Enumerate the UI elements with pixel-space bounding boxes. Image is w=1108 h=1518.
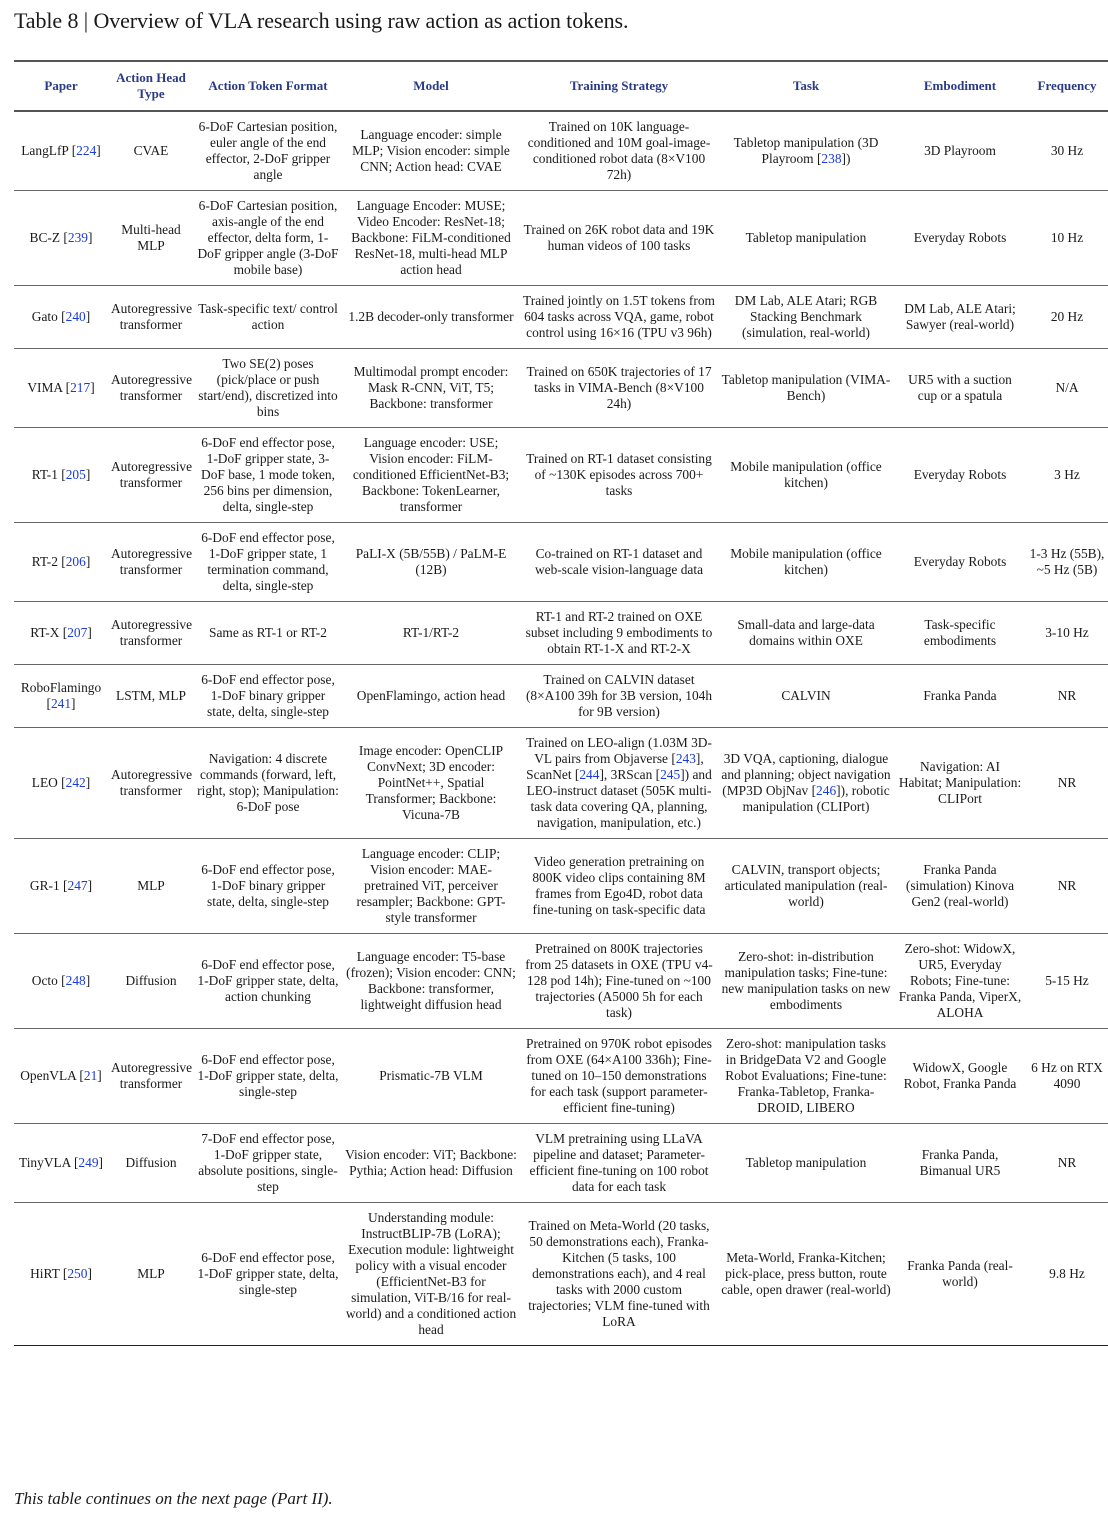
cell-action-token-format: Task-specific text/ control action [198, 301, 338, 332]
paper-name: Gato [31, 309, 58, 324]
cell-training-strategy: Pretrained on 970K robot episodes from OXE (64×A100 336h); Fine-tuned on 10–150 demonstrations for each task (support parameter-efficient fine-tuning) [526, 1036, 712, 1115]
table-row [14, 934, 1108, 1029]
cell-action-token-format: 6-DoF end effector pose, 1-DoF binary gripper state, delta, single-step [201, 862, 335, 909]
header-frequency: Frequency [1037, 78, 1097, 93]
cell-action-head-type: Autoregressive transformer [111, 459, 193, 490]
cell-paper: Gato [240] [31, 309, 91, 324]
cell-training-strategy: Pretrained on 800K trajectories from 25 datasets in OXE (TPU v4-128 pod 14h); Fine-tuned on ~100 trajectories (A5000 5h for each task) [525, 941, 713, 1020]
cell-action-token-format: 6-DoF end effector pose, 1-DoF gripper state, delta, action chunking [197, 957, 339, 1004]
cell-frequency: 3 Hz [1054, 467, 1080, 482]
cell-frequency: NR [1057, 688, 1077, 703]
table-row [14, 523, 1108, 602]
citation-link[interactable]: 21 [83, 1068, 98, 1083]
cell-embodiment: Everyday Robots [913, 230, 1007, 245]
cell-training-strategy: Co-trained on RT-1 dataset and web-scale vision-language data [534, 546, 704, 577]
cell-action-token-format: 6-DoF end effector pose, 1-DoF gripper state, delta, single-step [197, 1250, 339, 1297]
header-model: Model [413, 78, 449, 93]
cell-frequency: 20 Hz [1050, 309, 1084, 324]
cell-embodiment: Everyday Robots [913, 554, 1007, 569]
cell-training-strategy: Trained on 10K language-conditioned and 10M goal-image-conditioned robot data (8×V100 72h) [527, 119, 711, 182]
cell-paper: OpenVLA [21] [20, 1068, 102, 1083]
cell-task: 3D VQA, captioning, dialogue and planning; object navigation (MP3D ObjNav [246]), robotic manipulation (CLIPort) [721, 751, 891, 814]
header-task: Task [792, 78, 820, 93]
cell-frequency: NR [1057, 1155, 1077, 1170]
cell-paper: TinyVLA [249] [19, 1155, 103, 1170]
cell-action-token-format: Same as RT-1 or RT-2 [209, 625, 327, 640]
citation-link[interactable]: 248 [65, 973, 86, 988]
cell-model: Language encoder: simple MLP; Vision encoder: simple CNN; Action head: CVAE [352, 127, 510, 174]
cell-model: Language encoder: CLIP; Vision encoder: MAE-pretrained ViT, perceiver resampler; Backbone: GPT-style transformer [356, 846, 506, 925]
cell-paper: RT-2 [206] [31, 554, 91, 569]
cell-model: Language encoder: T5-base (frozen); Vision encoder: CNN; Backbone: transformer, lightweight diffusion head [346, 949, 516, 1012]
table-row [14, 665, 1108, 728]
table-caption: Table 8 | Overview of VLA research using raw action as action tokens. [14, 8, 629, 33]
cell-training-strategy: Trained on 26K robot data and 19K human videos of 100 tasks [523, 222, 715, 253]
cell-training-strategy: VLM pretraining using LLaVA pipeline and dataset; Parameter-efficient fine-tuning on 100 robot data for each task [529, 1131, 709, 1194]
table-row [14, 839, 1108, 934]
citation-link[interactable]: 245 [660, 767, 681, 782]
citation-link[interactable]: 240 [65, 309, 86, 324]
table-row [14, 428, 1108, 523]
citation-link[interactable]: 242 [65, 775, 86, 790]
header-embodiment: Embodiment [923, 78, 997, 93]
cell-paper: RT-1 [205] [31, 467, 91, 482]
cell-task: CALVIN [781, 688, 831, 703]
cell-training-strategy: Trained jointly on 1.5T tokens from 604 tasks across VQA, game, robot control using 16×16 (TPU v3 96h) [523, 293, 715, 340]
cell-embodiment: Navigation: AI Habitat; Manipulation: CLIPort [898, 759, 1022, 806]
cell-action-head-type: MLP [137, 878, 165, 893]
cell-training-strategy: Trained on Meta-World (20 tasks, 50 demonstrations each), Franka-Kitchen (5 tasks, 100 demonstrations each), and 4 real tasks with 2000 custom trajectories; VLM fine-tuned with LoRA [528, 1218, 710, 1329]
cell-paper: LEO [242] [31, 775, 91, 790]
cell-embodiment: WidowX, Google Robot, Franka Panda [903, 1060, 1017, 1091]
header-paper: Paper [44, 78, 78, 93]
cell-action-head-type: Diffusion [125, 1155, 177, 1170]
cell-embodiment: Franka Panda (simulation) Kinova Gen2 (real-world) [905, 862, 1015, 909]
citation-link[interactable]: 241 [50, 696, 72, 711]
paper-name: RT-2 [31, 554, 58, 569]
cell-task: Zero-shot: manipulation tasks in BridgeData V2 and Google Robot Evaluations; Fine-tune: Franka-Tabletop, Franka-DROID, LIBERO [725, 1036, 887, 1115]
cell-action-token-format: 7-DoF end effector pose, 1-DoF gripper state, absolute positions, single-step [198, 1131, 338, 1194]
table-row [14, 728, 1108, 839]
table-row [14, 1029, 1108, 1124]
cell-frequency: 1-3 Hz (55B), ~5 Hz (5B) [1029, 546, 1105, 577]
cell-training-strategy: Trained on CALVIN dataset (8×A100 39h for 3B version, 104h for 9B version) [525, 672, 713, 719]
cell-paper: VIMA [217] [27, 380, 95, 395]
cell-model: Multimodal prompt encoder: Mask R-CNN, ViT, T5; Backbone: transformer [353, 364, 509, 411]
cell-model: Vision encoder: ViT; Backbone: Pythia; Action head: Diffusion [345, 1147, 517, 1178]
cell-action-head-type: Diffusion [125, 973, 177, 988]
header-action-head-type: Action Head Type [116, 70, 186, 101]
cell-model: Image encoder: OpenCLIP ConvNext; 3D encoder: PointNet++, Spatial Transformer; Backbone: Vicuna-7B [358, 743, 504, 822]
cell-embodiment: Franka Panda, Bimanual UR5 [919, 1147, 1001, 1178]
paper-name: HiRT [30, 1266, 60, 1281]
table-row [14, 191, 1108, 286]
paper-name: TinyVLA [19, 1155, 71, 1170]
cell-paper: BC-Z [239] [29, 230, 93, 245]
table-row [14, 1124, 1108, 1203]
cell-action-token-format: Navigation: 4 discrete commands (forward, left, right, stop); Manipulation: 6-DoF pose [197, 751, 339, 814]
cell-paper: RoboFlamingo [241] [20, 680, 102, 711]
paper-name: BC-Z [29, 230, 61, 245]
cell-model: 1.2B decoder-only transformer [348, 309, 514, 324]
cell-frequency: 9.8 Hz [1049, 1266, 1085, 1281]
citation-link[interactable]: 239 [67, 230, 88, 245]
cell-action-head-type: Autoregressive transformer [111, 1060, 193, 1091]
cell-task: Small-data and large-data domains within OXE [737, 617, 875, 648]
table-row [14, 349, 1108, 428]
citation-link[interactable]: 206 [65, 554, 86, 569]
cell-training-strategy: Trained on RT-1 dataset consisting of ~130K episodes across 700+ tasks [526, 451, 712, 498]
cell-frequency: N/A [1055, 380, 1079, 395]
cell-training-strategy: RT-1 and RT-2 trained on OXE subset including 9 embodiments to obtain RT-1-X and RT-2-X [525, 609, 713, 656]
cell-task: Meta-World, Franka-Kitchen; pick-place, press button, route cable, open drawer (real-world) [721, 1250, 891, 1297]
paper-name: RT-1 [31, 467, 58, 482]
cell-action-head-type: Autoregressive transformer [111, 546, 193, 577]
cell-task: Tabletop manipulation [745, 1155, 867, 1170]
paper-name: RoboFlamingo [20, 680, 102, 695]
cell-embodiment: DM Lab, ALE Atari; Sawyer (real-world) [904, 301, 1016, 332]
cell-model: Prismatic-7B VLM [379, 1068, 483, 1083]
cell-action-head-type: Autoregressive transformer [111, 372, 193, 403]
table-row [14, 286, 1108, 349]
citation-link[interactable]: 243 [675, 751, 696, 766]
cell-task: Mobile manipulation (office kitchen) [730, 546, 882, 577]
paper-name: Octo [31, 973, 58, 988]
cell-action-token-format: 6-DoF end effector pose, 1-DoF gripper state, delta, single-step [197, 1052, 339, 1099]
header-action-token-format: Action Token Format [208, 78, 328, 93]
paper-name: VIMA [27, 380, 63, 395]
cell-embodiment: Franka Panda (real-world) [907, 1258, 1013, 1289]
citation-link[interactable]: 250 [67, 1266, 88, 1281]
citation-link[interactable]: 217 [70, 380, 91, 395]
citation-link[interactable]: 224 [76, 143, 97, 158]
cell-frequency: 6 Hz on RTX 4090 [1031, 1060, 1103, 1091]
cell-embodiment: Everyday Robots [913, 467, 1007, 482]
cell-action-token-format: 6-DoF end effector pose, 1-DoF gripper state, 3-DoF base, 1 mode token, 256 bins per dimension, delta, single-step [201, 435, 335, 514]
cell-task: DM Lab, ALE Atari; RGB Stacking Benchmark (simulation, real-world) [734, 293, 878, 340]
table-body [14, 111, 1108, 1346]
table-continuation-note: This table continues on the next page (Part II). [14, 1489, 333, 1508]
citation-link[interactable]: 205 [65, 467, 86, 482]
cell-action-token-format: 6-DoF Cartesian position, axis-angle of the end effector, delta form, 1-DoF gripper angle (3-DoF mobile base) [197, 198, 339, 277]
table-row [14, 1203, 1108, 1346]
paper-name: LEO [31, 775, 58, 790]
table-row [14, 111, 1108, 191]
cell-action-token-format: Two SE(2) poses (pick/place or push start/end), discretized into bins [198, 356, 338, 419]
paper-name: RT-X [30, 625, 60, 640]
cell-training-strategy: Trained on 650K trajectories of 17 tasks in VIMA-Bench (8×V100 24h) [526, 364, 712, 411]
cell-task: Zero-shot: in-distribution manipulation tasks; Fine-tune: new manipulation tasks on new embodiments [721, 949, 891, 1012]
citation-link[interactable]: 244 [579, 767, 600, 782]
citation-link[interactable]: 247 [67, 878, 88, 893]
cell-task: CALVIN, transport objects; articulated manipulation (real-world) [724, 862, 888, 909]
cell-action-head-type: CVAE [133, 143, 169, 158]
cell-action-token-format: 6-DoF Cartesian position, euler angle of the end effector, 2-DoF gripper angle [198, 119, 338, 182]
cell-action-head-type: Multi-head MLP [121, 222, 181, 253]
cell-task: Mobile manipulation (office kitchen) [730, 459, 882, 490]
paper-name: GR-1 [29, 878, 60, 893]
paper-name: OpenVLA [20, 1068, 77, 1083]
citation-link[interactable]: 207 [67, 625, 88, 640]
cell-frequency: 10 Hz [1050, 230, 1084, 245]
cell-training-strategy: Trained on LEO-align (1.03M 3D-VL pairs from Objaverse [243], ScanNet [244], 3RScan [245]) and LEO-instruct dataset (505K multi-task data covering QA, planning, navigation, manipulation, etc.) [526, 735, 712, 830]
cell-embodiment: 3D Playroom [924, 143, 996, 158]
cell-action-head-type: MLP [137, 1266, 165, 1281]
cell-frequency: 30 Hz [1050, 143, 1084, 158]
cell-action-head-type: LSTM, MLP [116, 688, 186, 703]
cell-frequency: NR [1057, 775, 1077, 790]
paper-name: LangLfP [21, 143, 69, 158]
cell-task: Tabletop manipulation (3D Playroom [238]) [733, 135, 879, 166]
cell-model: RT-1/RT-2 [402, 625, 460, 640]
cell-model: Language encoder: USE; Vision encoder: FiLM-conditioned EfficientNet-B3; Backbone: TokenLearner, transformer [352, 435, 510, 514]
cell-action-head-type: Autoregressive transformer [111, 767, 193, 798]
cell-paper: GR-1 [247] [29, 878, 93, 893]
cell-training-strategy: Video generation pretraining on 800K video clips containing 8M frames from Ego4D, robot data fine-tuning on task-specific data [532, 854, 706, 917]
citation-link[interactable]: 249 [78, 1155, 99, 1170]
cell-paper: HiRT [250] [30, 1266, 92, 1281]
cell-task: Tabletop manipulation (VIMA-Bench) [721, 372, 891, 403]
table-header-row [14, 61, 1108, 111]
cell-model: Language Encoder: MUSE; Video Encoder: ResNet-18; Backbone: FiLM-conditioned ResNet-18, multi-head MLP action head [351, 198, 511, 277]
cell-paper: Octo [248] [31, 973, 91, 988]
cell-frequency: 3-10 Hz [1045, 625, 1089, 640]
cell-action-token-format: 6-DoF end effector pose, 1-DoF gripper state, 1 termination command, delta, single-step [201, 530, 335, 593]
cell-task: Tabletop manipulation [745, 230, 867, 245]
cell-frequency: 5-15 Hz [1045, 973, 1089, 988]
cell-embodiment: Franka Panda [923, 688, 997, 703]
cell-paper: LangLfP [224] [21, 143, 101, 158]
vla-overview-table [14, 60, 1108, 1346]
cell-action-token-format: 6-DoF end effector pose, 1-DoF binary gripper state, delta, single-step [201, 672, 335, 719]
cell-model: Understanding module: InstructBLIP-7B (LoRA); Execution module: lightweight policy with a visual encoder (EfficientNet-B3 for simulation, ViT-B/16 for real-world) and a conditioned action head [345, 1210, 517, 1337]
citation-link[interactable]: 238 [821, 151, 842, 166]
cell-embodiment: Task-specific embodiments [923, 617, 997, 648]
cell-embodiment: UR5 with a suction cup or a spatula [908, 372, 1012, 403]
cell-model: OpenFlamingo, action head [356, 688, 506, 703]
cell-frequency: NR [1057, 878, 1077, 893]
cell-action-head-type: Autoregressive transformer [111, 301, 193, 332]
table-row [14, 602, 1108, 665]
cell-paper: RT-X [207] [30, 625, 92, 640]
cell-model: PaLI-X (5B/55B) / PaLM-E (12B) [355, 546, 507, 577]
cell-action-head-type: Autoregressive transformer [111, 617, 193, 648]
header-training-strategy: Training Strategy [569, 78, 669, 93]
citation-link[interactable]: 246 [816, 783, 837, 798]
cell-embodiment: Zero-shot: WidowX, UR5, Everyday Robots; Fine-tune: Franka Panda, ViperX, ALOHA [898, 941, 1022, 1020]
